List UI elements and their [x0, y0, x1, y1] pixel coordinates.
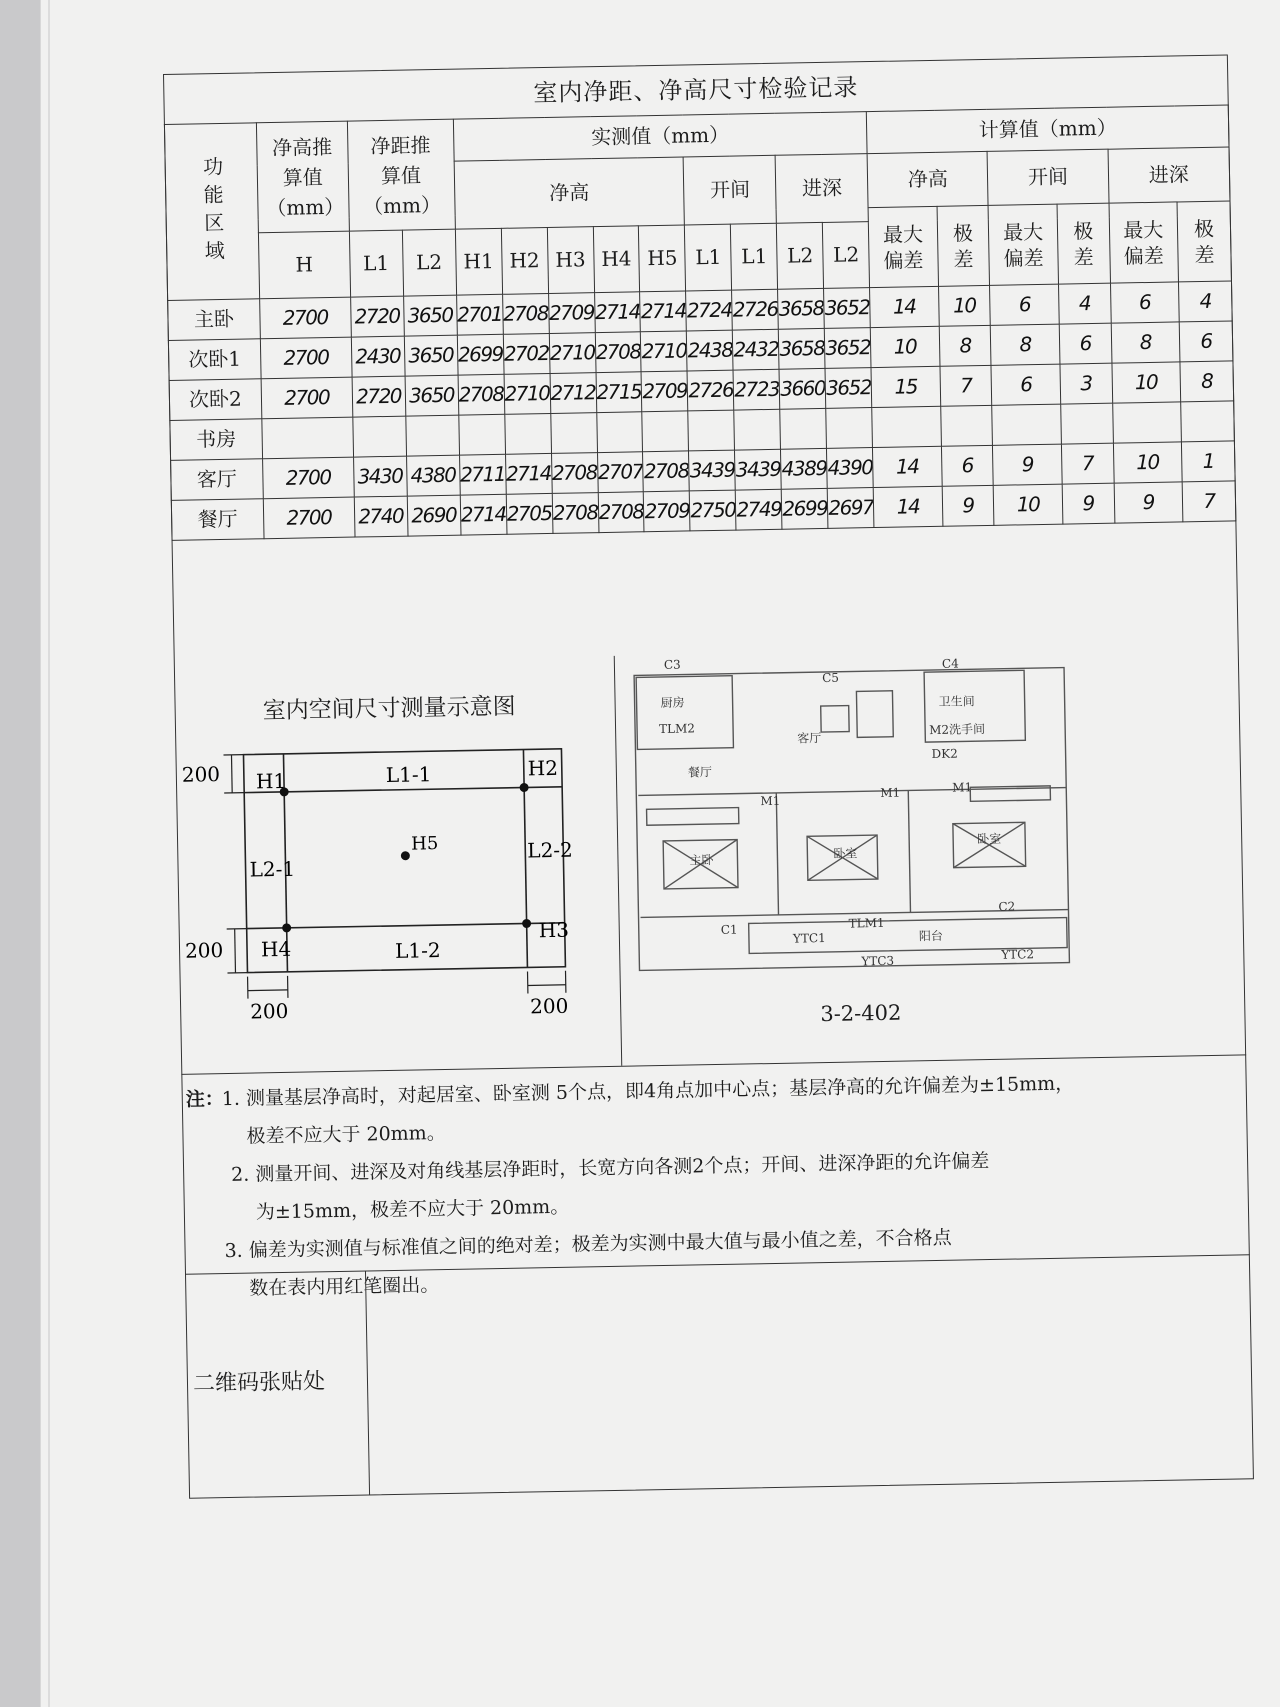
plan-bed2: 卧室 [833, 846, 858, 861]
value-cell-ml2b: 4390 [827, 448, 874, 489]
qr-section [185, 1254, 1254, 1497]
value-cell-h1: 2701 [456, 294, 503, 335]
value-cell-nh_dev: 10 [870, 326, 939, 367]
plan-c4: C4 [941, 656, 959, 671]
value-cell-ml1b [734, 409, 781, 450]
record-rows [168, 281, 1236, 540]
header-range-1: 极差 [937, 205, 990, 286]
value-cell-h4: 2708 [595, 332, 642, 373]
value-cell-ml1b: 2432 [733, 329, 780, 370]
note-1b: 极差不应大于 20mm。 [246, 1121, 446, 1148]
area-cell: 主卧 [168, 299, 261, 341]
point-h3 [522, 919, 531, 928]
value-cell-h1: 2699 [457, 334, 504, 375]
value-cell-h1: 2711 [459, 454, 506, 495]
value-cell-dep_dev: 6 [1110, 282, 1179, 323]
plan-wall-v2 [908, 790, 910, 912]
header-calc-height: 净高 [867, 151, 988, 207]
value-cell-h5: 2714 [640, 291, 687, 332]
value-cell-l1: 2720 [352, 376, 406, 417]
value-cell-h4: 2707 [597, 452, 644, 493]
value-cell-ml1a: 2750 [690, 490, 737, 531]
value-cell-dep_range: 4 [1178, 281, 1232, 322]
point-h2 [520, 783, 529, 792]
col-m-l2b: L2 [823, 222, 870, 289]
value-cell-h5: 2708 [643, 451, 690, 492]
value-cell-ml1a: 2726 [687, 370, 734, 411]
value-cell-dep_range: 6 [1179, 321, 1233, 362]
value-cell-h3 [550, 413, 597, 454]
plan-master: 主卧 [689, 853, 714, 868]
plan-wall-h1 [638, 788, 1066, 796]
plan-m2: M2洗手间 [929, 722, 986, 738]
value-cell-dep_range: 7 [1182, 481, 1236, 522]
dim-top-line [231, 755, 232, 793]
value-cell-nh_range [940, 405, 993, 446]
plan-c2: C2 [998, 899, 1016, 914]
value-cell-ml2a: 4389 [781, 448, 828, 489]
value-cell-h3: 2708 [551, 453, 598, 494]
value-cell-bay_dev: 6 [991, 364, 1060, 405]
qr-label: 二维码张贴处 [192, 1369, 326, 1397]
dim-right-line [528, 985, 566, 986]
dim-bottom-line [235, 929, 236, 973]
value-cell-h2: 2705 [506, 493, 553, 534]
value-cell-ml2a: 3660 [779, 368, 826, 409]
header-range-3: 极差 [1177, 201, 1232, 282]
value-cell-bay_dev: 6 [990, 284, 1059, 325]
col-m-l1a: L1 [685, 224, 732, 291]
note-3b: 数在表内用红笔圈出。 [249, 1274, 440, 1300]
dim-top-value: 200 [181, 762, 221, 787]
value-cell-l1: 3430 [353, 456, 407, 497]
value-cell-dep_range [1181, 401, 1235, 442]
dim-right-value: 200 [529, 993, 569, 1019]
plan-m1b: M1 [880, 785, 901, 800]
dim-left-line [248, 990, 288, 991]
paper-edge [48, 0, 50, 1707]
value-cell-h4: 2715 [596, 372, 643, 413]
label-h3: H3 [538, 917, 570, 943]
diagram-section [174, 644, 1246, 1074]
col-h1: H1 [455, 228, 502, 295]
value-cell-nh_range: 8 [939, 325, 992, 366]
diagram-title: 室内空间尺寸测量示意图 [262, 693, 516, 725]
value-cell-h1: 2708 [458, 374, 505, 415]
value-cell-bay_dev [992, 404, 1061, 445]
header-range-2: 极差 [1057, 203, 1110, 284]
value-cell-l2: 3650 [404, 335, 458, 376]
value-cell-l1: 2430 [351, 336, 405, 377]
value-cell-nh_range: 10 [938, 285, 991, 326]
label-h4: H4 [260, 936, 292, 962]
col-m-l2a: L2 [777, 222, 824, 289]
value-cell-h5: 2710 [641, 331, 688, 372]
value-cell-ml2b: 3652 [825, 368, 872, 409]
value-cell-dep_dev: 8 [1111, 322, 1180, 363]
label-h1: H1 [255, 768, 287, 794]
value-cell-bay_range: 9 [1062, 483, 1115, 524]
value-cell-h2: 2708 [502, 293, 549, 334]
col-l2: L2 [402, 229, 456, 296]
value-cell-nh_dev: 14 [873, 446, 942, 487]
value-cell-bay_dev: 9 [993, 444, 1062, 485]
notes-prefix: 注： [185, 1088, 225, 1111]
value-cell-l2: 4380 [406, 455, 460, 496]
point-h4 [282, 923, 291, 932]
inspection-form [163, 54, 1254, 1498]
note-2b: 为±15mm，极差不应大于 20mm。 [255, 1195, 570, 1224]
value-cell-bay_range: 3 [1060, 363, 1113, 404]
plan-bath: 卫生间 [938, 694, 975, 709]
inner-bottom-line [247, 923, 565, 929]
label-l2-2: L2-2 [527, 837, 574, 863]
value-cell-h2: 2714 [505, 453, 552, 494]
value-cell-ml2b: 3652 [824, 288, 871, 329]
floor-plan [624, 646, 1130, 995]
value-cell-bay_range: 4 [1058, 283, 1111, 324]
value-cell-ml2b [826, 408, 873, 449]
value-cell-h3: 2710 [549, 333, 596, 374]
value-cell-h3: 2712 [550, 373, 597, 414]
value-cell-dep_dev: 10 [1112, 362, 1181, 403]
value-cell-h: 2700 [261, 377, 352, 419]
plan-balcony: 阳台 [918, 928, 944, 944]
plan-wall-v1 [776, 793, 778, 915]
value-cell-nh_dev [872, 406, 941, 447]
plan-tlm2: TLM2 [658, 721, 696, 737]
value-cell-h5: 2709 [644, 491, 691, 532]
header-l-est: 净距推算值（mm） [347, 119, 455, 231]
value-cell-ml2a [780, 408, 827, 449]
plan-ytc1: YTC1 [792, 931, 826, 946]
col-h4: H4 [593, 226, 640, 293]
value-cell-h5: 2709 [642, 371, 689, 412]
col-h2: H2 [501, 227, 548, 294]
table [821, 706, 849, 733]
header-calculated: 计算值（mm） [867, 105, 1229, 154]
value-cell-ml2b: 2697 [827, 488, 874, 529]
col-l1: L1 [349, 230, 403, 297]
value-cell-h2: 2710 [504, 373, 551, 414]
header-measured-depth: 进深 [775, 154, 868, 224]
header-calc-bay: 开间 [987, 149, 1108, 205]
value-cell-bay_range [1060, 403, 1113, 444]
plan-tlm1: TLM1 [848, 915, 885, 931]
area-cell: 餐厅 [171, 499, 264, 541]
plan-c3: C3 [663, 657, 681, 672]
value-cell-nh_range: 6 [941, 445, 994, 486]
label-h2: H2 [527, 755, 559, 781]
value-cell-l2 [405, 415, 459, 456]
plan-m1a: M1 [760, 793, 781, 809]
area-cell: 次卧1 [168, 339, 261, 381]
plan-code: 3-2-402 [820, 1000, 902, 1027]
area-cell: 次卧2 [169, 379, 262, 421]
value-cell-ml2b: 3652 [825, 328, 872, 369]
header-calc-depth: 进深 [1108, 147, 1230, 203]
col-m-l1b: L1 [731, 223, 778, 290]
value-cell-nh_dev: 14 [870, 286, 939, 327]
value-cell-dep_range: 8 [1180, 361, 1234, 402]
value-cell-h1: 2714 [460, 494, 507, 535]
header-h-est: 净高推算值（mm） [256, 121, 349, 233]
value-cell-ml2a: 2699 [782, 488, 829, 529]
value-cell-h1 [458, 414, 505, 455]
value-cell-l2: 2690 [407, 495, 461, 536]
plan-c1: C1 [720, 922, 738, 937]
value-cell-h: 2700 [263, 497, 354, 539]
plan-c5: C5 [822, 670, 840, 686]
value-cell-h4: 2714 [594, 292, 641, 333]
header-max-dev-3: 最大偏差 [1109, 202, 1179, 283]
wardrobe-1 [647, 808, 739, 826]
value-cell-ml1b: 2723 [733, 369, 780, 410]
dim-left-value: 200 [249, 998, 289, 1024]
header-max-dev-2: 最大偏差 [988, 204, 1058, 285]
value-cell-h: 2700 [260, 337, 351, 379]
value-cell-h2 [504, 413, 551, 454]
value-cell-h4 [596, 412, 643, 453]
value-cell-bay_range: 6 [1059, 323, 1112, 364]
plan-dining: 餐厅 [687, 765, 713, 780]
label-l1-1: L1-1 [385, 762, 432, 788]
plan-living: 客厅 [797, 731, 822, 746]
sofa [856, 691, 893, 738]
dim-bottom-value: 200 [184, 938, 224, 963]
inner-top-line [244, 787, 562, 793]
value-cell-h2: 2702 [503, 333, 550, 374]
value-cell-dep_dev [1112, 402, 1181, 443]
value-cell-l2: 3650 [405, 375, 459, 416]
value-cell-ml1a [688, 410, 735, 451]
value-cell-nh_dev: 15 [871, 366, 940, 407]
kitchen-room [636, 676, 733, 750]
plan-ytc2: YTC2 [1001, 947, 1035, 962]
value-cell-h5 [642, 411, 689, 452]
value-cell-l1: 2720 [350, 296, 404, 337]
value-cell-bay_dev: 8 [991, 324, 1060, 365]
value-cell-h4: 2708 [598, 492, 645, 533]
plan-m1c: M1 [952, 780, 973, 795]
note-1a: 1. 测量基层净高时，对起居室、卧室测 5个点，即4角点加中心点；基层净高的允许偏差为±15mm， [221, 1072, 1075, 1111]
value-cell-nh_range: 9 [942, 485, 995, 526]
value-cell-dep_dev: 10 [1113, 442, 1182, 483]
value-cell-h [262, 417, 353, 459]
value-cell-bay_dev: 10 [994, 484, 1063, 525]
value-cell-ml1b: 2726 [732, 289, 779, 330]
value-cell-bay_range: 7 [1061, 443, 1114, 484]
record-table [164, 104, 1236, 540]
header-measured-bay: 开间 [684, 155, 777, 225]
value-cell-ml2a: 3658 [778, 288, 825, 329]
value-cell-l2: 3650 [403, 295, 457, 336]
value-cell-h: 2700 [260, 297, 351, 339]
label-h5: H5 [410, 833, 439, 855]
area-cell: 书房 [170, 419, 263, 461]
header-max-dev-1: 最大偏差 [868, 206, 938, 287]
value-cell-nh_range: 7 [940, 365, 993, 406]
value-cell-ml1a: 2724 [686, 290, 733, 331]
form-title: 室内净距、净高尺寸检验记录 [533, 73, 859, 108]
plan-ytc3: YTC3 [861, 953, 895, 969]
label-l2-1: L2-1 [249, 856, 296, 882]
area-cell: 客厅 [171, 459, 264, 501]
value-cell-dep_dev: 9 [1114, 482, 1183, 523]
col-h5: H5 [639, 225, 686, 292]
value-cell-ml1b: 2749 [736, 489, 783, 530]
notes-section [181, 1054, 1249, 1300]
value-cell-ml1a: 3439 [689, 450, 736, 491]
value-cell-dep_range: 1 [1181, 441, 1235, 482]
col-h3: H3 [547, 227, 594, 294]
plan-kitchen: 厨房 [660, 695, 685, 710]
header-measured: 实测值（mm） [453, 112, 867, 162]
plan-dk2: DK2 [931, 746, 958, 762]
value-cell-ml2a: 3658 [779, 328, 826, 369]
value-cell-h3: 2708 [552, 493, 599, 534]
qr-divider [365, 1271, 370, 1494]
col-h: H [258, 231, 350, 299]
value-cell-nh_dev: 14 [873, 486, 942, 527]
value-cell-ml1b: 3439 [735, 449, 782, 490]
value-cell-l1 [352, 416, 406, 457]
value-cell-h3: 2709 [548, 293, 595, 334]
plan-bed3: 卧室 [977, 831, 1002, 847]
point-h5 [401, 851, 410, 860]
note-2a: 2. 测量开间、进深及对角线基层净距时，长宽方向各测2个点；开间、进深净距的允许偏差 [230, 1150, 990, 1186]
value-cell-h: 2700 [262, 457, 353, 499]
header-measured-height: 净高 [454, 157, 685, 229]
measurement-diagram [174, 656, 621, 1074]
header-area: 功能区域 [164, 123, 259, 301]
value-cell-l1: 2740 [354, 496, 408, 537]
label-l1-2: L1-2 [394, 938, 441, 963]
note-3a: 3. 偏差为实测值与标准值之间的绝对差；极差为实测中最大值与最小值之差，不合格点 [224, 1226, 952, 1263]
value-cell-ml1a: 2438 [687, 330, 734, 371]
